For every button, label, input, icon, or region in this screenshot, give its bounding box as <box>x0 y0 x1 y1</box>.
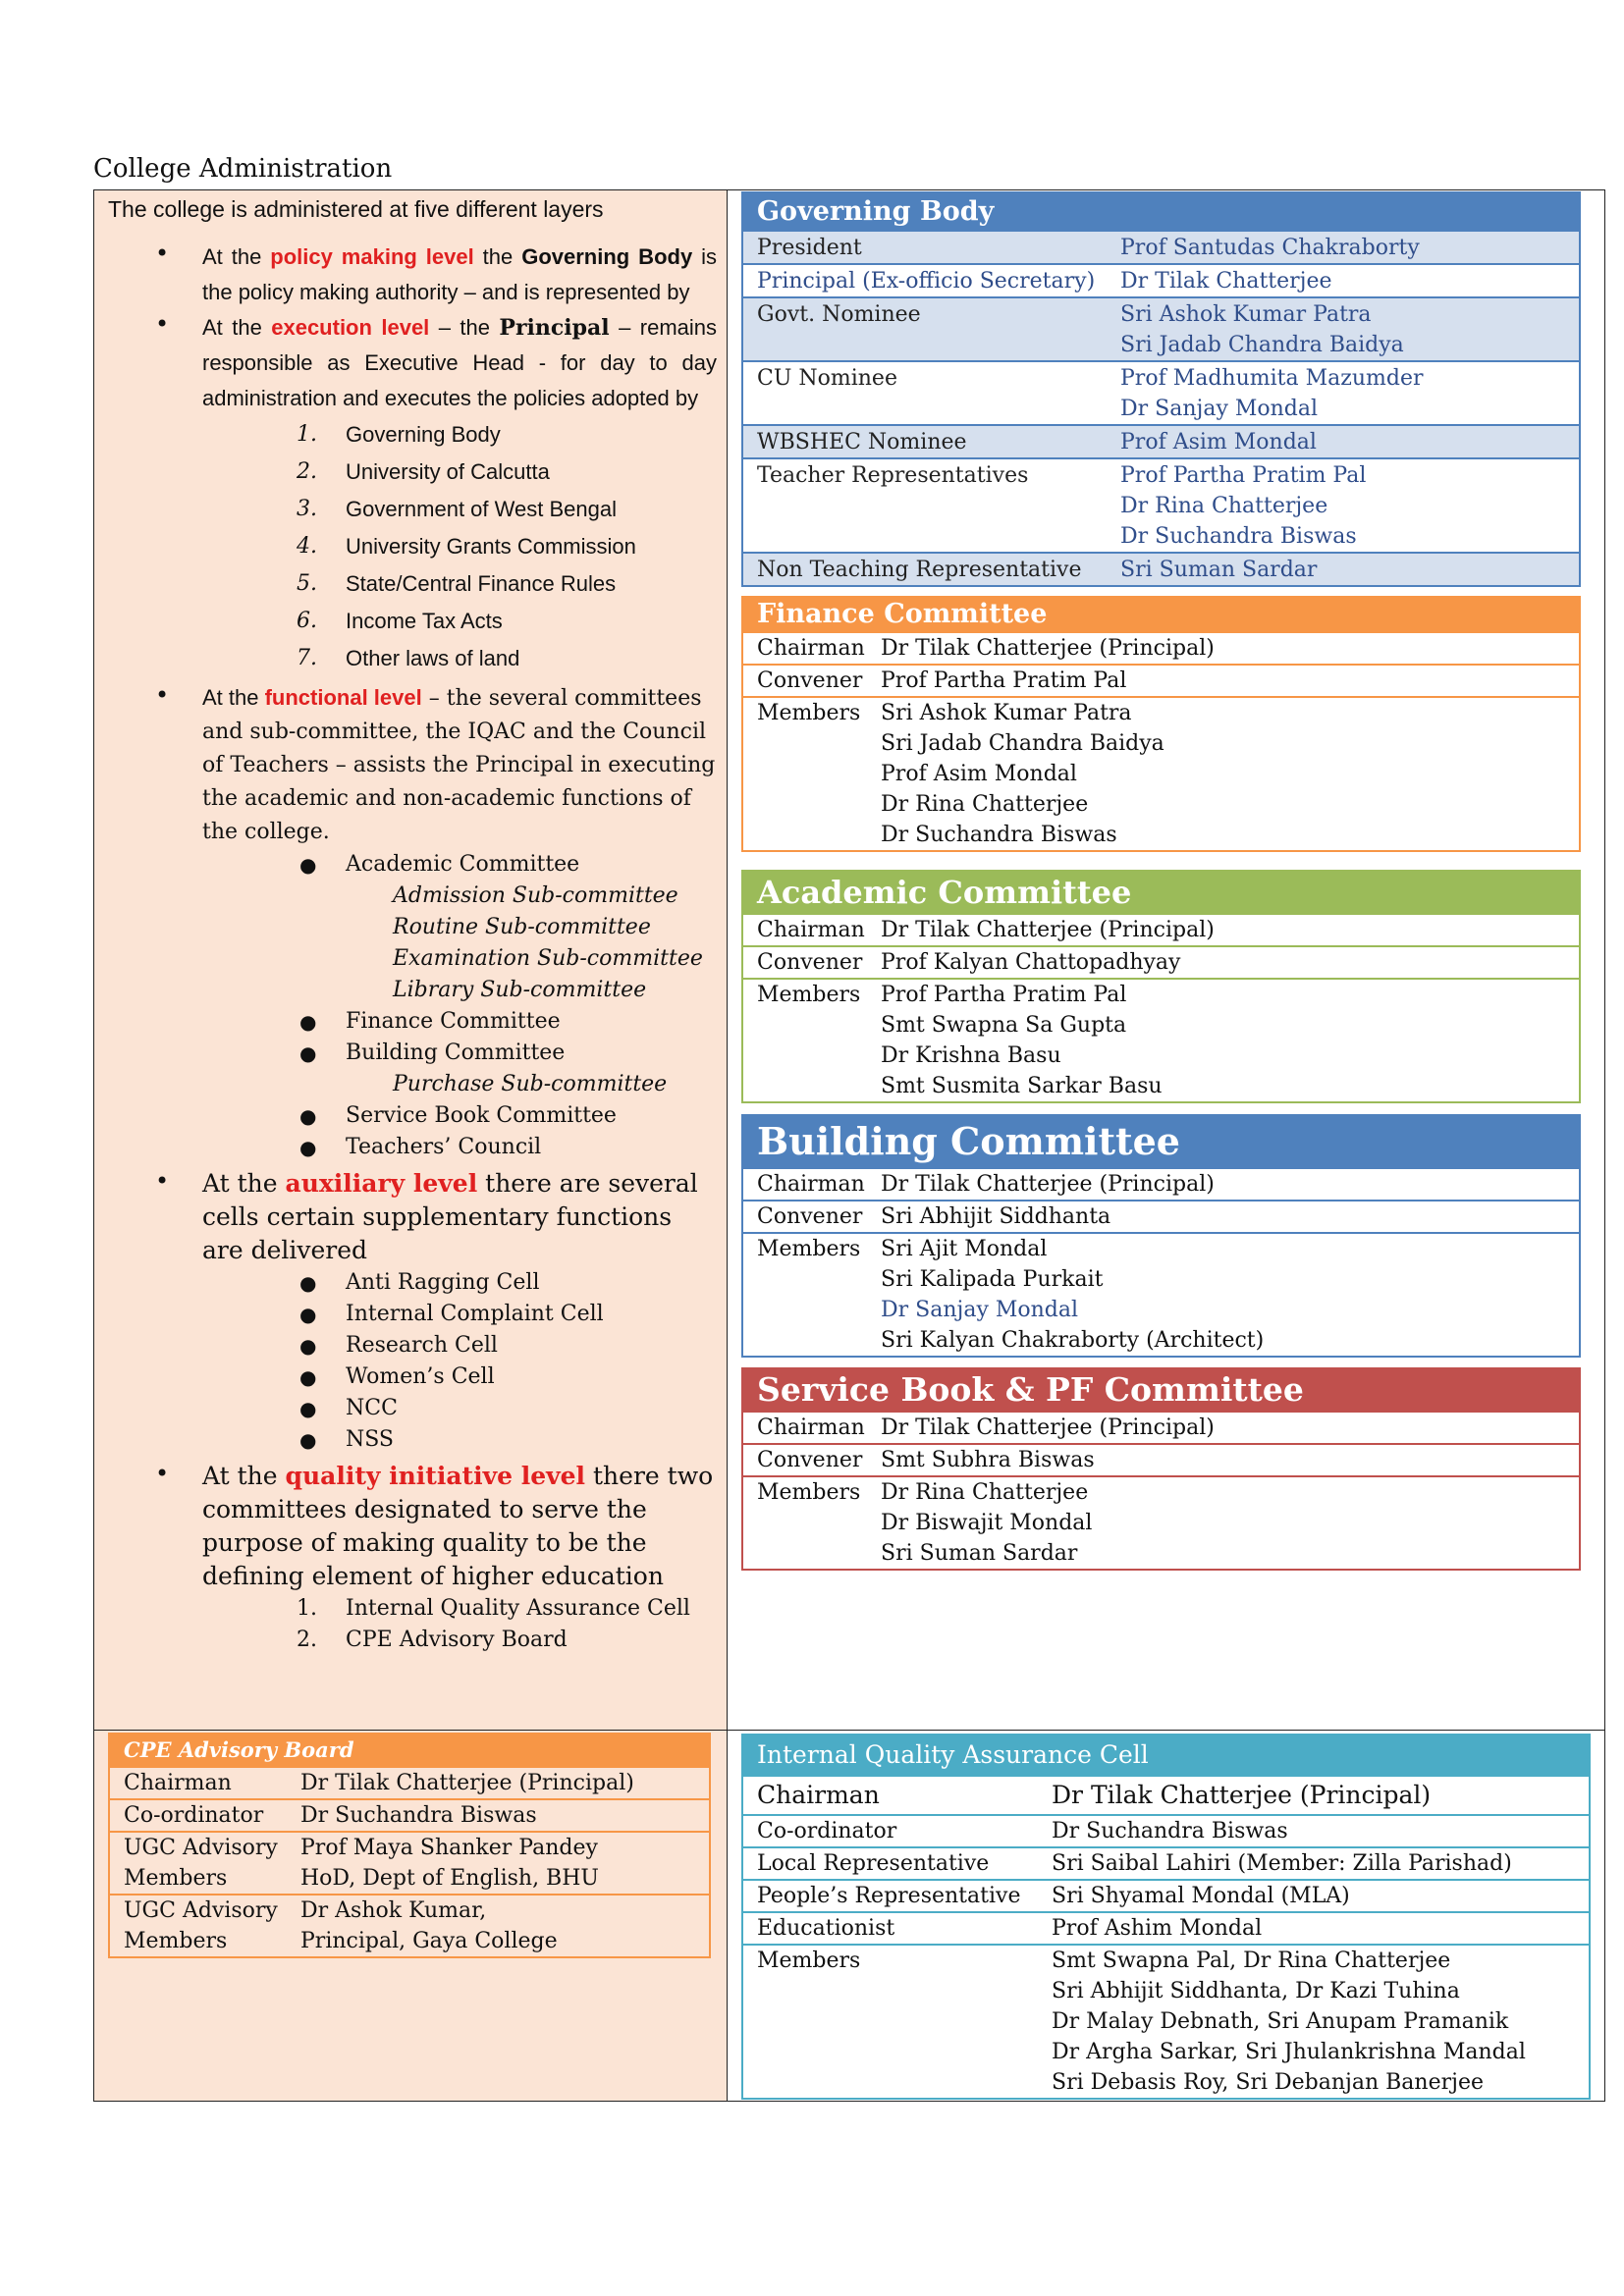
table-row <box>743 230 1579 263</box>
cpe-advisory-board-table <box>108 1733 711 1958</box>
building-committee-table <box>741 1114 1581 1358</box>
authority-item: 6. Income Tax Acts <box>297 609 503 633</box>
member-name: Sri Suman Sardar <box>1120 558 1318 582</box>
column-divider <box>727 189 728 2102</box>
auxiliary-level: • At the auxiliary level there are several cells certain supplementary functions are delivered <box>155 1167 698 1264</box>
bullet-icon: • <box>155 240 170 267</box>
role-label: CU Nominee <box>757 366 897 391</box>
intro-text: The college is administered at five different layers <box>108 196 604 222</box>
role-members <box>1120 427 1579 457</box>
role-label: Chairman <box>124 1771 232 1795</box>
role-label: Chairman <box>757 918 865 942</box>
service-book-committee-table <box>741 1367 1581 1571</box>
execution-level: • At the execution level – the Principal – remains responsible as Executive Head - for day to day administration and executes the policies adopted by <box>155 310 717 410</box>
row-divider <box>93 1730 1605 1731</box>
member-name: Sri Jadab Chandra Baidya <box>1120 333 1404 357</box>
table-row <box>743 978 1579 1101</box>
table-row <box>743 664 1579 696</box>
role-label: UGC Advisory Members <box>124 1836 278 1891</box>
table-row <box>743 1814 1589 1846</box>
table-row <box>743 1944 1589 2098</box>
sub-committee-item: Routine Sub-committee <box>393 915 651 939</box>
member-name: Smt Subhra Biswas <box>881 1448 1095 1472</box>
table-title: Finance Committee <box>743 598 1579 631</box>
role-label: Teacher Representatives <box>757 463 1029 488</box>
member-name: Sri Jadab Chandra Baidya <box>881 731 1164 756</box>
member-name: Dr Suchandra Biswas <box>881 823 1117 847</box>
role-label: Chairman <box>757 1415 865 1440</box>
member-name: Dr Suchandra Biswas <box>1120 524 1357 549</box>
authority-item: 1. Governing Body <box>297 422 501 447</box>
cell-item: ● Women’s Cell <box>108 1362 717 1393</box>
table-title: Governing Body <box>743 193 1579 230</box>
iqac-table <box>741 1734 1591 2100</box>
role-members <box>1120 233 1579 263</box>
member-name: Dr Tilak Chatterjee (Principal) <box>881 1415 1215 1440</box>
bullet-icon: ● <box>299 1010 317 1034</box>
member-name: Prof Partha Pratim Pal <box>1120 463 1367 488</box>
table-row <box>743 263 1579 296</box>
bullet-icon: • <box>155 1167 170 1195</box>
member-name: Dr Rina Chatterjee <box>1120 494 1328 518</box>
role-members <box>881 980 1579 1101</box>
role-members <box>881 1477 1579 1569</box>
member-name: Dr Tilak Chatterjee (Principal) <box>881 918 1215 942</box>
member-name: Dr Krishna Basu <box>881 1043 1061 1068</box>
role-label: Educationist <box>757 1916 895 1941</box>
member-name: Prof Maya Shanker Pandey <box>300 1836 598 1860</box>
committee-item: ● Academic Committee <box>108 849 717 881</box>
authority-item: 5. State/Central Finance Rules <box>297 571 617 596</box>
table-row <box>110 1798 709 1831</box>
member-name: Sri Debasis Roy, Sri Debanjan Banerjee <box>1052 2070 1484 2095</box>
member-name: Dr Argha Sarkar, Sri Jhulankrishna Mandal <box>1052 2040 1526 2064</box>
table-row <box>743 913 1579 945</box>
role-members <box>881 915 1579 945</box>
role-members <box>1052 1777 1589 1814</box>
role-members <box>1052 1946 1589 2098</box>
table-title: CPE Advisory Board <box>110 1735 709 1766</box>
member-name: Sri Ajit Mondal <box>881 1237 1048 1261</box>
member-name: Sri Abhijit Siddhanta <box>881 1204 1111 1229</box>
table-row <box>743 360 1579 424</box>
member-name: Dr Suchandra Biswas <box>300 1803 537 1828</box>
member-name: Dr Tilak Chatterjee <box>1120 269 1332 294</box>
table-row <box>743 457 1579 552</box>
role-label: Convener <box>757 668 863 693</box>
member-name: Prof Partha Pratim Pal <box>881 668 1127 693</box>
functional-level-label: functional level <box>264 685 422 710</box>
role-label: Members <box>757 1237 861 1261</box>
cell-item: ● Research Cell <box>108 1330 717 1362</box>
role-members <box>881 1234 1579 1356</box>
committee-item: ● Building Committee <box>108 1038 717 1069</box>
table-row <box>743 1443 1579 1475</box>
table-row <box>110 1894 709 1956</box>
table-row <box>743 1167 1579 1200</box>
cell-item: ● Internal Complaint Cell <box>108 1299 717 1330</box>
role-label: Govt. Nominee <box>757 302 921 327</box>
role-label: WBSHEC Nominee <box>757 430 967 454</box>
member-name: Dr Malay Debnath, Sri Anupam Pramanik <box>1052 2009 1509 2034</box>
quality-level-label: quality initiative level <box>285 1462 586 1490</box>
member-name: Principal, Gaya College <box>300 1929 558 1953</box>
role-label: Members <box>757 1480 861 1505</box>
role-members <box>881 666 1579 696</box>
bullet-icon: ● <box>299 1271 317 1295</box>
role-members <box>881 1445 1579 1475</box>
quality-committee-item: 2. CPE Advisory Board <box>297 1628 568 1652</box>
authority-item: 3. Government of West Bengal <box>297 497 617 521</box>
role-label: Non Teaching Representative <box>757 558 1082 582</box>
role-label: Co-ordinator <box>757 1819 897 1843</box>
cell-item: ● NCC <box>108 1393 717 1424</box>
table-title: Internal Quality Assurance Cell <box>743 1735 1589 1775</box>
member-name: Dr Rina Chatterjee <box>881 1480 1089 1505</box>
bullet-icon: ● <box>299 1303 317 1326</box>
member-name: Prof Ashim Mondal <box>1052 1916 1263 1941</box>
table-title: Academic Committee <box>743 872 1579 913</box>
member-name: Smt Swapna Sa Gupta <box>881 1013 1127 1038</box>
member-name: Sri Shyamal Mondal (MLA) <box>1052 1884 1350 1908</box>
role-label: Chairman <box>757 1781 880 1809</box>
bullet-icon: • <box>155 681 170 709</box>
bullet-icon: ● <box>299 853 317 877</box>
table-row <box>743 552 1579 585</box>
bullet-icon: ● <box>299 1365 317 1389</box>
role-members <box>1052 1913 1589 1944</box>
member-name: Sri Abhijit Siddhanta, Dr Kazi Tuhina <box>1052 1979 1460 2003</box>
role-members <box>1120 460 1579 552</box>
role-members <box>881 1413 1579 1443</box>
role-members <box>1052 1848 1589 1879</box>
table-title: Service Book & PF Committee <box>743 1369 1579 1411</box>
authority-item: 2. University of Calcutta <box>297 459 550 484</box>
member-name: Dr Tilak Chatterjee (Principal) <box>881 636 1215 661</box>
bullet-icon: ● <box>299 1397 317 1420</box>
page-title: College Administration <box>93 154 393 184</box>
member-name: Prof Madhumita Mazumder <box>1120 366 1424 391</box>
member-name: Sri Kalipada Purkait <box>881 1267 1104 1292</box>
member-name: Dr Biswajit Mondal <box>881 1511 1093 1535</box>
role-members <box>1052 1816 1589 1846</box>
role-members <box>1052 1881 1589 1911</box>
execution-level-label: execution level <box>271 315 430 340</box>
authority-item: 4. University Grants Commission <box>297 534 636 559</box>
role-label: Members <box>757 701 861 725</box>
role-members <box>881 1201 1579 1232</box>
member-name: Sri Ashok Kumar Patra <box>881 701 1132 725</box>
member-name: Prof Partha Pratim Pal <box>881 983 1127 1007</box>
academic-committee-table <box>741 870 1581 1103</box>
member-name: Prof Kalyan Chattopadhyay <box>881 950 1181 975</box>
member-name: Dr Sanjay Mondal <box>881 1298 1079 1322</box>
member-name: Dr Sanjay Mondal <box>1120 397 1319 421</box>
table-row <box>743 296 1579 360</box>
member-name: Sri Suman Sardar <box>881 1541 1078 1566</box>
role-members <box>881 1169 1579 1200</box>
table-row <box>743 1879 1589 1911</box>
role-label: Chairman <box>757 1172 865 1197</box>
committee-item: ● Finance Committee <box>108 1006 717 1038</box>
governing-body-table <box>741 191 1581 587</box>
cell-item: ● Anti Ragging Cell <box>108 1267 717 1299</box>
finance-committee-table <box>741 596 1581 852</box>
role-label: People’s Representative <box>757 1884 1021 1908</box>
member-name: Sri Saibal Lahiri (Member: Zilla Parishad) <box>1052 1851 1512 1876</box>
member-name: Smt Susmita Sarkar Basu <box>881 1074 1163 1098</box>
role-members <box>1120 266 1579 296</box>
table-row <box>743 1411 1579 1443</box>
role-members <box>881 633 1579 664</box>
bullet-icon: ● <box>299 1428 317 1452</box>
table-row <box>110 1831 709 1894</box>
member-name: Sri Ashok Kumar Patra <box>1120 302 1372 327</box>
member-name: Dr Rina Chatterjee <box>881 792 1089 817</box>
table-title: Building Committee <box>743 1116 1579 1167</box>
quality-level: • At the quality initiative level there two committees designated to serve the purpose of making quality to be the defining element of higher education <box>155 1460 714 1590</box>
role-members <box>881 947 1579 978</box>
member-name: Prof Santudas Chakraborty <box>1120 236 1420 260</box>
member-name: Sri Kalyan Chakraborty (Architect) <box>881 1328 1265 1353</box>
table-row <box>743 696 1579 850</box>
member-name: Dr Tilak Chatterjee (Principal) <box>881 1172 1215 1197</box>
role-members <box>300 1896 709 1956</box>
table-row <box>743 1846 1589 1879</box>
table-row <box>743 1200 1579 1232</box>
bullet-icon: ● <box>299 1041 317 1065</box>
bullet-icon: ● <box>299 1334 317 1358</box>
table-row <box>743 631 1579 664</box>
role-members <box>300 1800 709 1831</box>
table-row <box>743 945 1579 978</box>
quality-committee-list <box>108 1593 717 1656</box>
role-label: Co-ordinator <box>124 1803 264 1828</box>
table-row <box>743 424 1579 457</box>
table-row <box>743 1775 1589 1814</box>
sub-committee-item: Admission Sub-committee <box>393 883 678 908</box>
member-name: HoD, Dept of English, BHU <box>300 1866 599 1891</box>
bullet-icon: • <box>155 310 170 338</box>
role-label: Convener <box>757 1204 863 1229</box>
table-row <box>743 1911 1589 1944</box>
role-members <box>1120 555 1579 585</box>
authority-item: 7. Other laws of land <box>297 646 520 670</box>
bullet-icon: ● <box>299 1136 317 1159</box>
member-name: Prof Asim Mondal <box>881 762 1077 786</box>
table-row <box>743 1232 1579 1356</box>
authority-list <box>108 416 717 677</box>
role-members <box>1120 299 1579 360</box>
role-members <box>1120 363 1579 424</box>
policy-level: • At the policy making level the Governing Body is the policy making authority – and is represented by <box>155 240 718 304</box>
member-name: Prof Asim Mondal <box>1120 430 1317 454</box>
role-label: Chairman <box>757 636 865 661</box>
bullet-icon: ● <box>299 1104 317 1128</box>
role-members <box>881 698 1579 850</box>
sub-committee-item: Examination Sub-committee <box>393 946 703 971</box>
role-members <box>300 1768 709 1798</box>
sub-committee-item: Library Sub-committee <box>393 978 647 1002</box>
cell-item: ● NSS <box>108 1424 717 1456</box>
administration-layers <box>108 192 717 1656</box>
auxiliary-level-label: auxiliary level <box>285 1169 478 1198</box>
role-members <box>300 1833 709 1894</box>
role-label: Convener <box>757 1448 863 1472</box>
role-label: Convener <box>757 950 863 975</box>
member-name: Dr Ashok Kumar, <box>300 1898 487 1923</box>
bullet-icon: • <box>155 1460 170 1487</box>
role-label: Principal (Ex-officio Secretary) <box>757 269 1096 294</box>
member-name: Dr Tilak Chatterjee (Principal) <box>1052 1781 1432 1809</box>
member-name: Dr Tilak Chatterjee (Principal) <box>300 1771 634 1795</box>
role-label: President <box>757 236 862 260</box>
policy-level-label: policy making level <box>270 244 474 269</box>
member-name: Smt Swapna Pal, Dr Rina Chatterjee <box>1052 1949 1451 1973</box>
committee-item: ● Teachers’ Council <box>108 1132 717 1163</box>
member-name: Dr Suchandra Biswas <box>1052 1819 1288 1843</box>
cell-list <box>108 1267 717 1456</box>
sub-committee-item: Purchase Sub-committee <box>393 1072 668 1096</box>
committee-list <box>108 849 717 1163</box>
functional-level: • At the functional level – the several committees and sub-committee, the IQAC and the Council of Teachers – assists the Principal in executing the academic and non-academic functions of the college. <box>155 681 716 844</box>
table-row <box>110 1766 709 1798</box>
committee-item: ● Service Book Committee <box>108 1100 717 1132</box>
role-label: Members <box>757 1949 861 1973</box>
role-label: Members <box>757 983 861 1007</box>
quality-committee-item: 1. Internal Quality Assurance Cell <box>297 1596 690 1621</box>
role-label: UGC Advisory Members <box>124 1898 278 1953</box>
table-row <box>743 1475 1579 1569</box>
role-label: Local Representative <box>757 1851 990 1876</box>
